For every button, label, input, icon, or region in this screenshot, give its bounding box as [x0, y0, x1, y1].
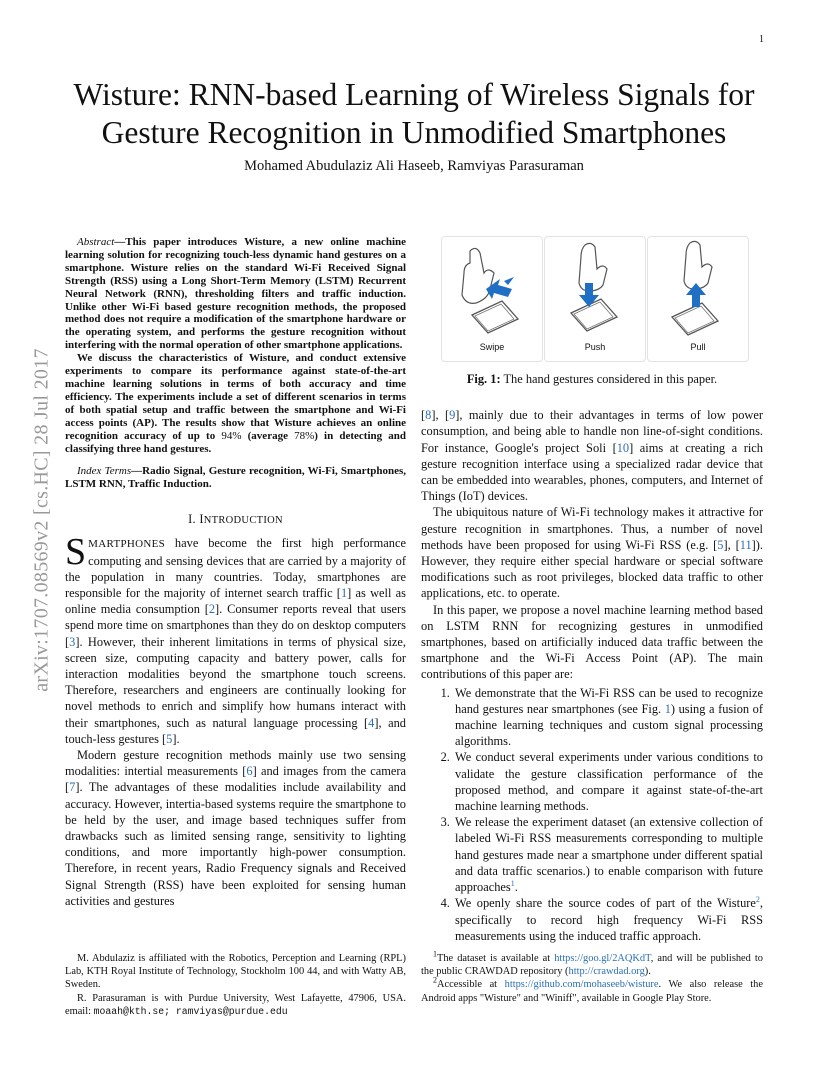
gesture-panel-swipe [441, 236, 543, 362]
citation-link[interactable]: 8 [425, 408, 432, 423]
gesture-label-pull: Pull [690, 341, 706, 352]
citation-link[interactable]: 6 [246, 764, 253, 779]
affiliation-footnote-2 [65, 992, 406, 1018]
dataset-link[interactable]: https://goo.gl/2AQKdT [554, 952, 651, 964]
body-text: , specifically to record high frequency Wi-Fi RSS measurements using the induced traffic approach. [455, 896, 763, 943]
crawdad-link[interactable]: http://crawdad.org [568, 966, 645, 978]
gesture-label-swipe: Swipe [479, 341, 505, 352]
right-paragraph-2: The ubiquitous nature of Wi-Fi technology makes it attractive for gesture recognition in smartphones. Thus, a number of novel methods have been proposed for using Wi-Fi RSS (e.g. [5], [11]). However, they require either special hardware or special software modifications such as root privileges, blocked data traffic to other applications, etc. to operate. [421, 505, 764, 601]
intro-text: ]. Consumer reports reveal that users spend more time on smartphones than they do on desktop computers [ [65, 602, 406, 649]
author-list: Mohamed Abudulaziz Ali Haseeb, Ramviyas Parasuraman [244, 158, 584, 174]
abstract-paragraph-2 [65, 352, 406, 455]
swipe-gesture-illustration [442, 237, 542, 341]
footnote-1 [421, 949, 763, 978]
intro-text: ] as well as online media consumption [ [65, 586, 406, 617]
github-link[interactable]: https://github.com/mohaseeb/wisture [504, 979, 659, 991]
section-title-rest: NTRODUCTION [203, 515, 283, 527]
citation-link[interactable]: 5 [717, 537, 724, 552]
footnote-marker: 1 [433, 949, 437, 959]
citation-link[interactable]: 3 [69, 634, 76, 649]
body-text: We release the experiment dataset (an extensive collection of labeled Wi-Fi RSS measurements corresponding to multiple hand gestures made near a smartphone under different spatial and data traffic scenarios.) to enable comparison with future approaches [455, 815, 763, 895]
intro-text: ], and touch-less gestures [ [65, 715, 406, 746]
figure-reference-link[interactable]: 1 [664, 701, 671, 716]
left-column [65, 236, 406, 909]
abstract-text-2b: (average [241, 429, 295, 442]
footnote-link[interactable]: 2 [755, 895, 760, 905]
figure-caption-text: The hand gestures considered in this paper. [500, 372, 718, 386]
pull-gesture-illustration [648, 237, 748, 341]
affiliation-footnote-2-text: R. Parasuraman is with Purdue University, West Lafayette, 47906, USA. email: [65, 992, 406, 1017]
abstract-text-2a: We discuss the characteristics of Wisture, and conduct extensive experiments to compare its performance against state-of-the-art machine learning solutions in terms of both accuracy and time efficiency. The experiments include a set of different scenarios in terms of both spatial setup and traffic between the smartphone and Wi-Fi access points (AP). The results show that Wisture achieves an online recognition accuracy of up to [65, 352, 406, 442]
push-gesture-illustration [545, 237, 645, 341]
citation-link[interactable]: 9 [449, 408, 456, 423]
abstract-accuracy-avg: 78% [294, 429, 315, 442]
right-paragraph-3: In this paper, we propose a novel machine learning method based on LSTM RNN for recognizing gestures in unmodified smartphones, based on artificially induced data traffic between the smartphone and the Wi-Fi Access Point (AP). The main contributions of this paper are: [421, 602, 763, 682]
figure-1 [421, 236, 763, 364]
citation-link[interactable]: 2 [208, 602, 216, 617]
section-numeral: I. [188, 512, 200, 527]
section-title-initial: I [199, 512, 204, 527]
footnote-link[interactable]: 1 [510, 878, 515, 888]
body-text: The ubiquitous nature of Wi-Fi technology makes it attractive for gesture recognition in smartphones. Thus, a number of novel methods have been proposed for using Wi-Fi RSS (e.g. [ [421, 505, 763, 552]
arxiv-identifier: arXiv:1707.08569v2 [cs.HC] 28 Jul 2017 [30, 348, 53, 692]
contribution-item-3: 3. We release the experiment dataset (an extensive collection of labeled Wi-Fi RSS measurements corresponding to multiple hand gestures made near a smartphone under different spatial and data traffic scenarios.) to enable comparison with future approaches$^1$. [453, 814, 763, 895]
contribution-item-4 [453, 895, 763, 944]
right-column [421, 236, 763, 1005]
footnote-marker: 2 [433, 975, 437, 985]
paper-title: Wisture: RNN-based Learning of Wireless Signals for Gesture Recognition in Unmodified Smartphones [73, 77, 755, 150]
abstract-label: Abstract [77, 236, 115, 248]
drop-cap: S [65, 531, 87, 574]
intro-paragraph-2 [65, 747, 406, 909]
abstract-accuracy-max: 94% [221, 429, 242, 442]
affiliation-footnotes [65, 952, 406, 1018]
citation-link[interactable]: 5 [166, 731, 173, 746]
intro-text: ] and images from the camera [ [65, 764, 406, 795]
footnote-text: ). [644, 966, 651, 978]
intro-text: ]. However, their inherent limitations in terms of physical size, screen size, computing capacity and battery power, calls for interaction modalities beyond the smartphone touch screens. Therefore, researchers and engineers are continually looking for novel methods to enrich and simplify how humans interact with their smartphones, such as natural language processing [ [65, 634, 406, 730]
body-text: ]). However, they require either special hardware or special software modifications such as root privileges, blocked data traffic to other applications, etc. to operate. [421, 537, 764, 601]
intro-text: have become the first high performance computing and sensing devices that are carried by a majority of the population in many countries. Today, smartphones are responsible for the majority of internet search traffic [ [65, 536, 406, 601]
gesture-panel-push [544, 236, 646, 362]
contribution-item-2: 2. We conduct several experiments under various conditions to validate the gesture classification performance of the proposed method, and compare it against state-of-the-art machine learning methods. [453, 749, 763, 814]
citation-link[interactable]: 4 [368, 715, 375, 730]
page-number: 1 [759, 34, 764, 45]
citation-link[interactable]: 10 [616, 440, 630, 455]
push-arrow-icon [579, 283, 599, 307]
intro-text: Modern gesture recognition methods mainly use two sensing modalities: intertial measurements [ [65, 748, 406, 779]
intro-text: ]. [172, 731, 180, 746]
citation-link[interactable]: 1 [340, 586, 348, 601]
footnote-text: , and will be published to the public CRAWDAD repository ( [421, 952, 763, 978]
body-text: ) using a fusion of machine learning techniques and custom signal processing algorithms. [455, 701, 763, 749]
figure-1-caption [421, 371, 763, 387]
body-text: We openly share the source codes of part of the Wisture [455, 896, 756, 911]
contributions-list [421, 685, 763, 944]
gesture-panel-pull [647, 236, 749, 362]
abstract-text-1: —This paper introduces Wisture, a new online machine learning solution for recognizing touch-less dynamic hand gestures on a smartphone. Wisture relies on the standard Wi-Fi Received Signal Strength (RSS) using a Long Short-Term Memory (LSTM) Recurrent Neural Network (RNN), thresholding filters and traffic induction. Unlike other Wi-Fi based gesture recognition methods, the proposed method does not require a modification of the smartphone hardware or the operating system, and performs the gesture recognition without interfering with the normal operation of other smartphone applications. [65, 236, 406, 352]
index-terms-text: —Radio Signal, Gesture recognition, Wi-Fi, Smartphones, LSTM RNN, Traffic Induction. [65, 465, 406, 491]
citation-link[interactable]: 7 [69, 780, 76, 795]
footnotes [421, 949, 763, 1005]
intro-paragraph-1 [65, 531, 406, 747]
footnote-text: . We also release the Android apps "Wisture" and "Winiff", available in Google Play Store. [421, 979, 763, 1004]
body-text: ], mainly due to their advantages in terms of low power consumption, and being able to handle non line-of-sight conditions. For instance, Google's project Soli [ [421, 408, 763, 455]
citation-link[interactable]: 11 [739, 537, 752, 552]
intro-lead-caps: MARTPHONES [88, 538, 166, 551]
footnote-text: Accessible at [437, 979, 505, 991]
index-terms [65, 465, 406, 491]
section-heading-introduction [65, 511, 406, 529]
footnote-2 [421, 975, 763, 1004]
body-text: ] aims at creating a rich gesture recognition interface using a specialized radar device that can be embedded into wearables, phones, computers, and Internet of Things (IoT) devices. [421, 440, 763, 504]
footnote-text: The dataset is available at [437, 952, 555, 964]
affiliation-footnote-1: M. Abdulaziz is affiliated with the Robotics, Perception and Learning (RPL) Lab, KTH Royal Institute of Technology, Stockholm 100 44, and with Watty AB, Sweden. [65, 953, 406, 991]
figure-caption-label: Fig. 1: [466, 372, 501, 386]
abstract-paragraph-1 [65, 236, 406, 352]
email-addresses: moaah@kth.se; ramviyas@purdue.edu [93, 1005, 288, 1017]
gesture-label-push: Push [584, 341, 606, 352]
right-paragraph-1: [8], [9], mainly due to their advantages in terms of low power consumption, and being able to handle non line-of-sight conditions. For instance, Google's project Soli [10] aims at creating a rich gesture recognition interface using a specialized radar device that can be embedded into wearables, phones, computers, and Internet of Things (IoT) devices. [421, 408, 763, 504]
intro-text: ]. The advantages of these modalities include availability and accuracy. However, intertia-based systems require the smartphone to be held by the user, and image based techniques suffer from drawbacks such as limited sensing range, sensitivity to lighting conditions, and more importantly high-power consumption. Therefore, in recent years, Radio Frequency signals and Received Signal Strength (RSS) have been exploited for sensing human activities and gestures [65, 780, 406, 908]
body-text: We demonstrate that the Wi-Fi RSS can be used to recognize hand gestures near smartphones (see Fig. [455, 685, 763, 716]
index-terms-label: Index Terms [77, 465, 132, 478]
abstract-text-2c: ) in detecting and classifying three hand gestures. [65, 429, 407, 455]
contribution-item-1 [453, 685, 763, 750]
